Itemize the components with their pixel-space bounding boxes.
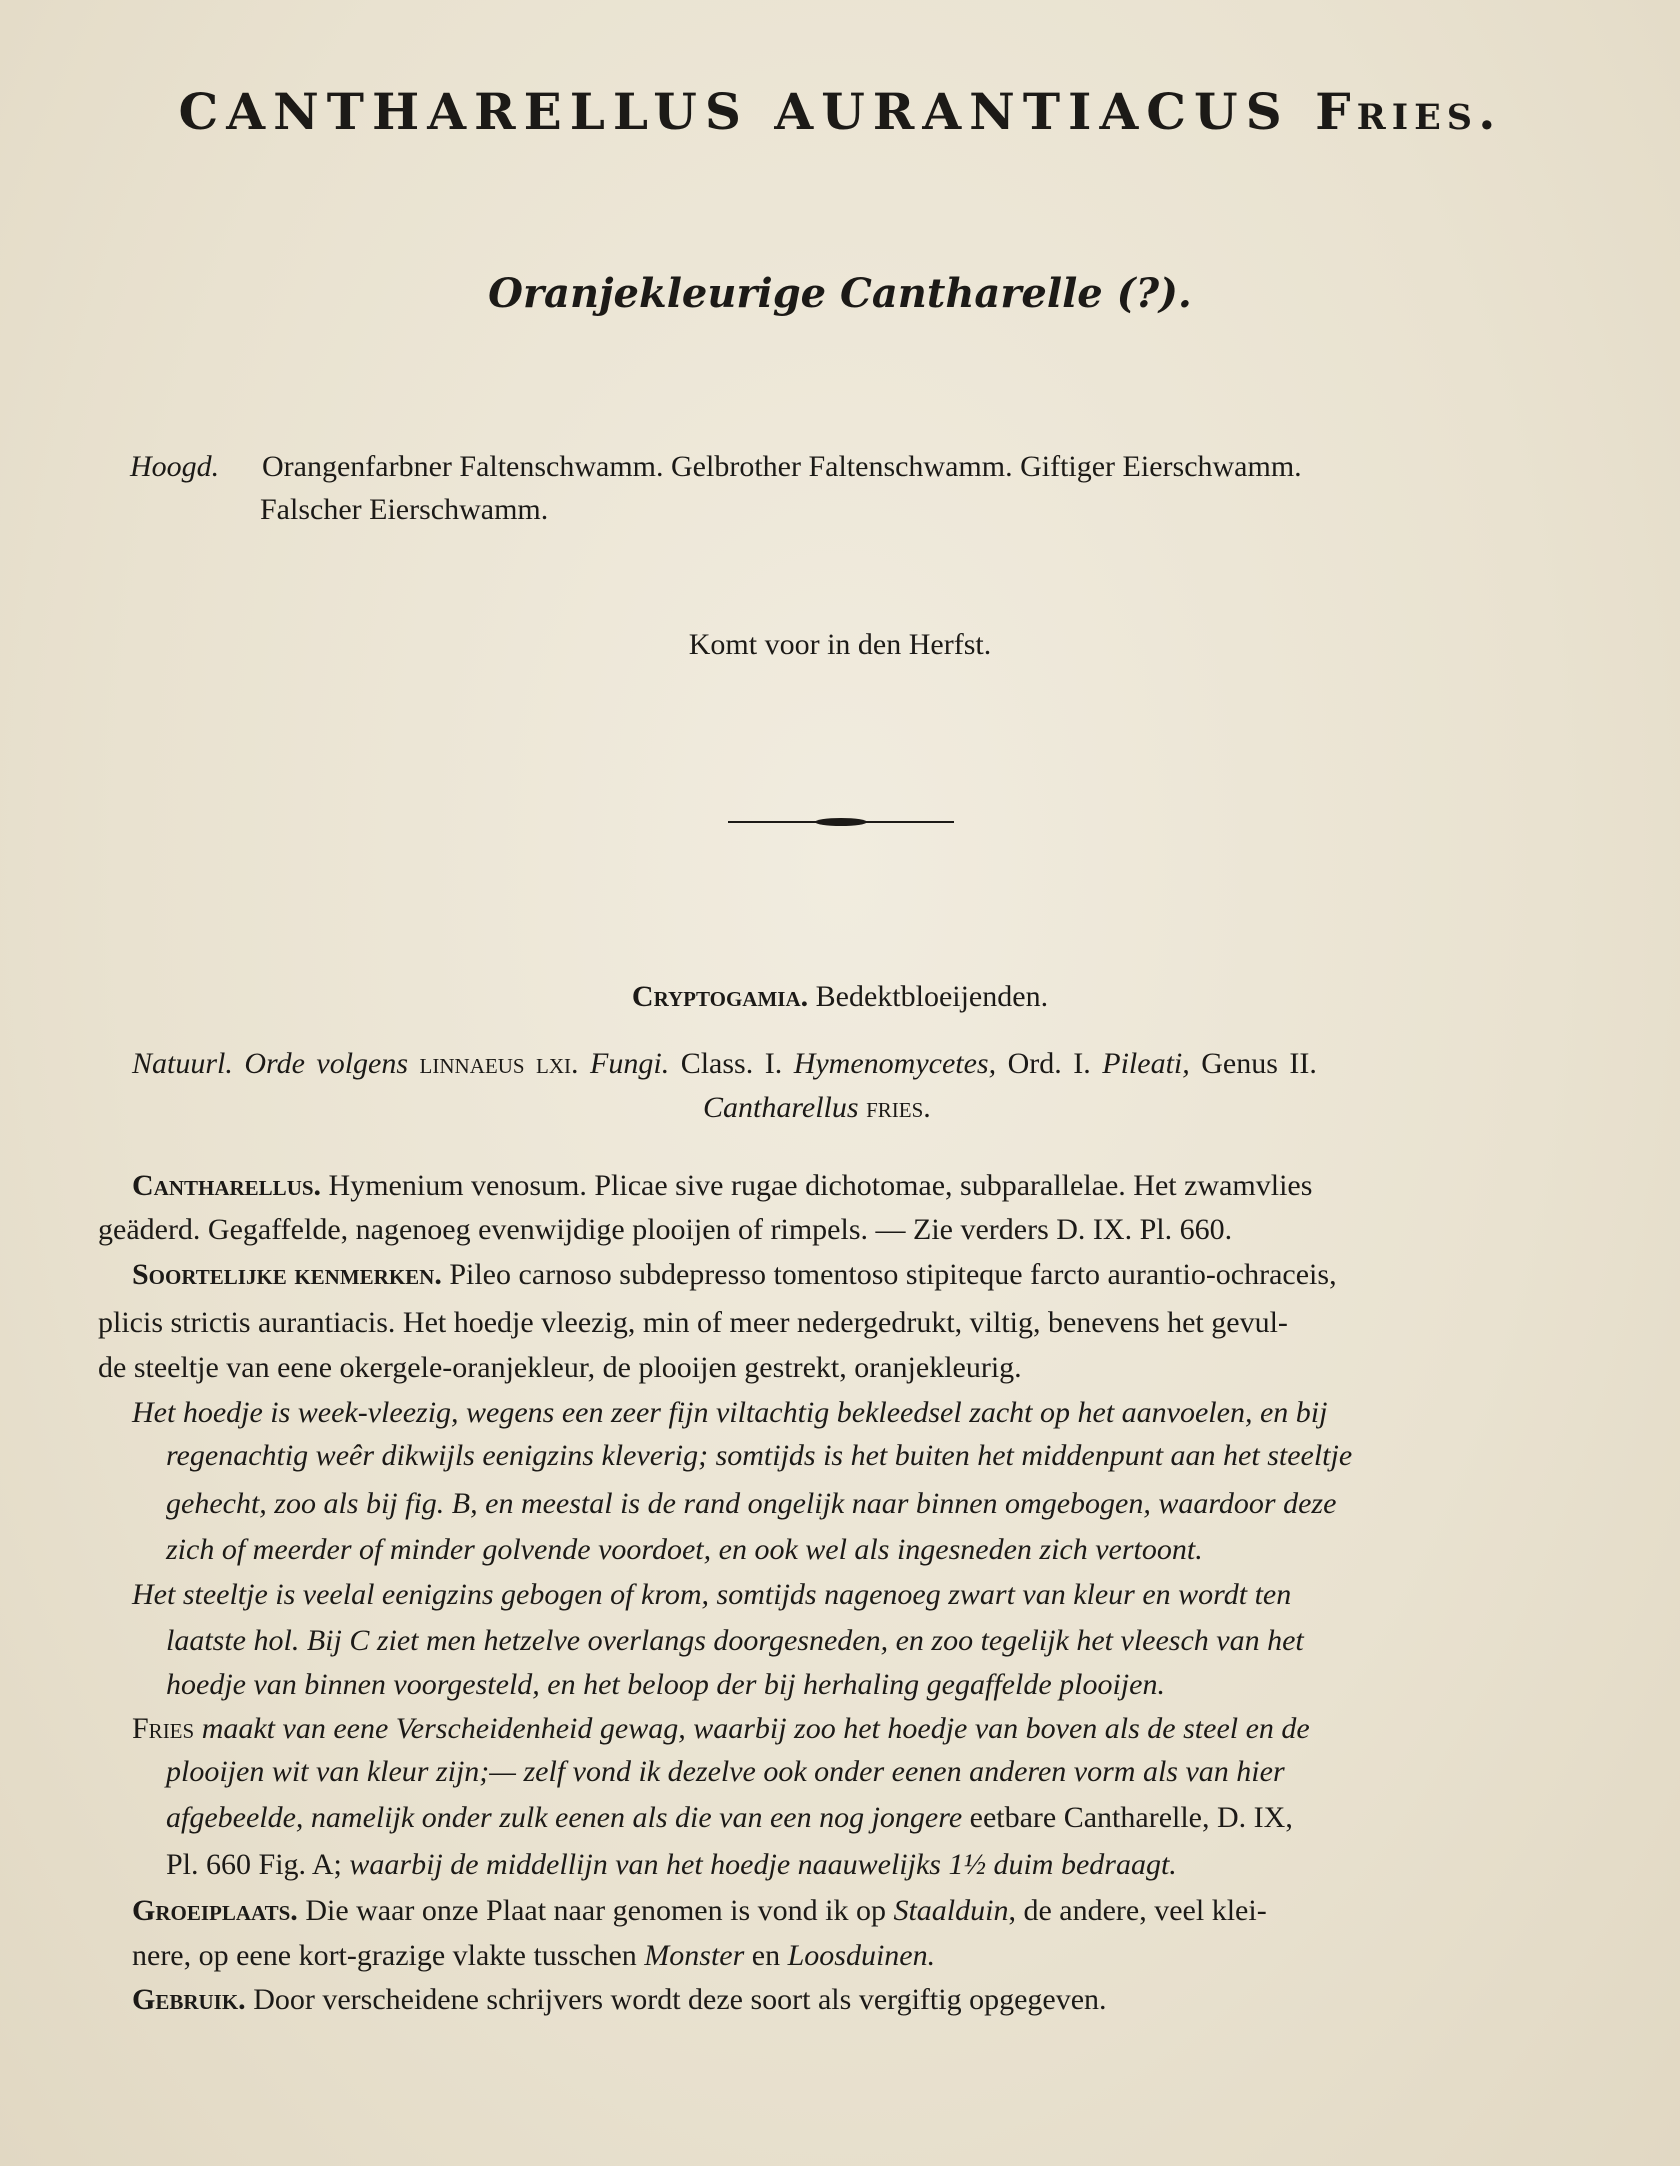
cap-paragraph-line-3: gehecht, zoo als bij fig. B, en meestal is de rand ongelijk naar binnen omgebogen, waardoor deze: [166, 1487, 1337, 1520]
cap-paragraph-line-1: Het hoedje is week-vleezig, wegens een zeer fijn viltachtig bekleedsel zacht op het aanvoelen, en bij: [132, 1396, 1328, 1429]
variety-paragraph-line-4: Pl. 660 Fig. A; waarbij de middellijn van het hoedje naauwelijks 1½ duim bedraagt.: [166, 1848, 1177, 1881]
characters-line-3: de steeltje van eene okergele-oranjekleur, de plooijen gestrekt, oranjekleurig.: [98, 1351, 1022, 1384]
habitat-line-1: Groeiplaats. Die waar onze Plaat naar genomen is vond ik op Staalduin, de andere, veel klei-: [132, 1894, 1267, 1927]
classification-line-1: Natuurl. Orde volgens linnaeus lxi. Fungi. Class. I. Hymenomycetes, Ord. I. Pileati, Genus II.: [132, 1047, 1317, 1080]
synonyms-line-2: Falscher Eierschwamm.: [260, 493, 549, 526]
variety-paragraph-line-1: Fries maakt van eene Verscheidenheid gewag, waarbij zoo het hoedje van boven als de steel en de: [132, 1712, 1310, 1745]
synonyms-label: Hoogd.: [130, 450, 220, 483]
variety-paragraph-line-2: plooijen wit van kleur zijn;— zelf vond ik dezelve ook onder eenen anderen vorm als van hier: [166, 1755, 1285, 1788]
page-subtitle: Oranjekleurige Cantharelle (?).: [488, 270, 1192, 317]
usage-line: Gebruik. Door verscheidene schrijvers wordt deze soort als vergiftig opgegeven.: [132, 1983, 1107, 2016]
classification-line-2: Cantharellus fries.: [703, 1091, 931, 1124]
characters-line-1: Soortelijke kenmerken. Pileo carnoso subdepresso tomentoso stipiteque farcto aurantio-ochraceis,: [132, 1258, 1337, 1291]
variety-paragraph-line-3: afgebeelde, namelijk onder zulk eenen als die van een nog jongere eetbare Cantharelle, D. IX,: [166, 1801, 1293, 1834]
classification-cryptogamia: Cryptogamia. Bedektbloeijenden.: [631, 980, 1049, 1013]
synonyms-line-1: Orangenfarbner Faltenschwamm. Gelbrother Faltenschwamm. Giftiger Eierschwamm.: [262, 450, 1302, 483]
cap-paragraph-line-2: regenachtig weêr dikwijls eenigzins kleverig; somtijds is het buiten het middenpunt aan het steeltje: [166, 1439, 1353, 1472]
characters-line-2: plicis strictis aurantiacis. Het hoedje vleezig, min of meer nedergedrukt, viltig, benevens het gevul-: [98, 1306, 1288, 1339]
genus-line-2: geäderd. Gegaffelde, nagenoeg evenwijdige plooijen of rimpels. — Zie verders D. IX. Pl. 660.: [98, 1213, 1233, 1246]
season-note: Komt voor in den Herfst.: [688, 628, 992, 661]
title-author: Fries.: [1315, 82, 1502, 141]
title-species: CANTHARELLUS AURANTIACUS: [178, 82, 1290, 141]
stem-paragraph-line-3: hoedje van binnen voorgesteld, en het beloop der bij herhaling gegaffelde plooijen.: [166, 1668, 1165, 1701]
section-divider-ornament: [815, 818, 867, 826]
stem-paragraph-line-1: Het steeltje is veelal eenigzins gebogen of krom, somtijds nagenoeg zwart van kleur en wordt ten: [132, 1578, 1292, 1611]
page-title: [0, 82, 1680, 141]
stem-paragraph-line-2: laatste hol. Bij C ziet men hetzelve overlangs doorgesneden, en zoo tegelijk het vleesch van het: [166, 1624, 1304, 1657]
habitat-line-2: nere, op eene kort-grazige vlakte tusschen Monster en Loosduinen.: [132, 1939, 936, 1972]
cap-paragraph-line-4: zich of meerder of minder golvende voordoet, en ook wel als ingesneden zich vertoont.: [166, 1533, 1203, 1566]
genus-line-1: Cantharellus. Hymenium venosum. Plicae sive rugae dichotomae, subparallelae. Het zwamvlies: [132, 1169, 1313, 1202]
